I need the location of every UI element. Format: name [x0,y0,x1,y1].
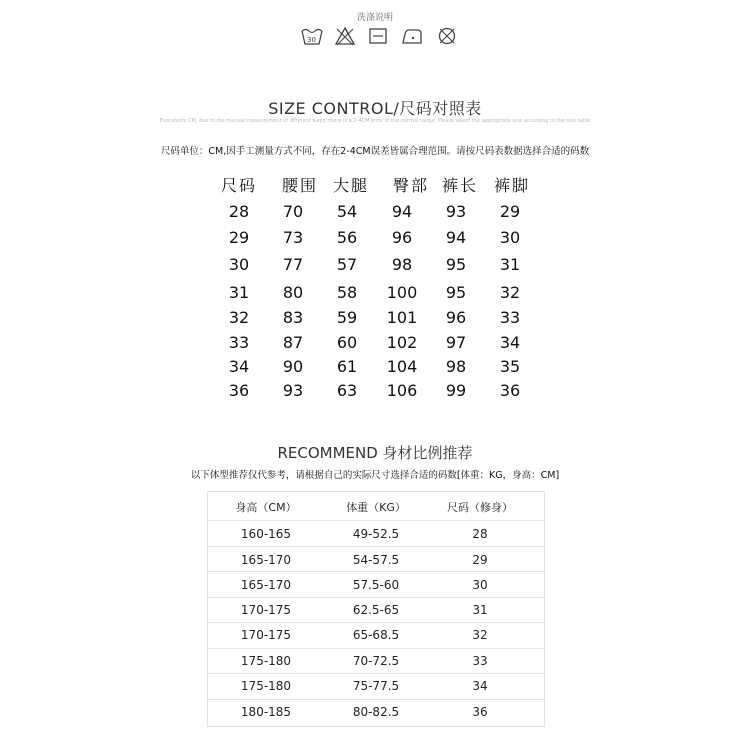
size-cell: 61 [336,357,358,376]
recommend-cell: 160-165 [240,527,292,541]
size-cell: 93 [282,381,304,400]
size-cell: 58 [336,283,358,302]
size-cell: 32 [499,283,521,302]
recommend-cell: 34 [472,679,488,693]
recommend-cell: 28 [472,527,488,541]
size-cell: 63 [336,381,358,400]
recommend-cell: 32 [472,628,488,642]
recommend-cell: 180-185 [240,705,292,719]
recommend-cell: 31 [472,603,488,617]
recommend-cell: 175-180 [240,654,292,668]
size-cell: 80 [282,283,304,302]
size-cell: 33 [499,308,521,327]
recommend-cell: 170-175 [240,603,292,617]
size-cell: 36 [499,381,521,400]
size-cell: 93 [445,202,467,221]
size-cell: 60 [336,333,358,352]
size-cell: 31 [499,255,521,274]
size-cell: 56 [336,228,358,247]
size-cell: 73 [282,228,304,247]
table-divider [208,699,544,700]
recommend-cell: 80-82.5 [352,705,400,719]
recommend-cell: 36 [472,705,488,719]
size-cell: 70 [282,202,304,221]
recommend-cell: 29 [472,553,488,567]
table-divider [208,648,544,649]
recommend-cell: 175-180 [240,679,292,693]
size-cell: 30 [499,228,521,247]
size-cell: 35 [499,357,521,376]
size-unit-note: 尺码单位：CM,因手工测量方式不同，存在2-4CM误差皆属合理范围。请按尺码表数据选择合适的码数 [160,146,590,157]
size-header-length: 裤长 [441,176,478,195]
tumble-dry-icon [368,26,388,46]
wash-icon-row [301,26,461,48]
size-cell: 102 [386,333,418,352]
size-control-title: SIZE CONTROL/尺码对照表 [268,99,482,118]
table-divider [208,520,544,521]
size-cell: 34 [499,333,521,352]
no-dry-clean-icon [437,26,457,46]
size-header-thigh: 大腿 [332,176,369,195]
iron-low-icon [401,26,423,46]
table-divider [208,546,544,547]
recommend-cell: 165-170 [240,553,292,567]
size-cell: 100 [386,283,418,302]
size-cell: 77 [282,255,304,274]
recommend-cell: 165-170 [240,578,292,592]
recommend-cell: 70-72.5 [352,654,400,668]
no-bleach-icon [334,26,356,46]
table-divider [208,571,544,572]
size-control-subtitle: Everybody CM, due to the manual measurement of different ways, there is a 2-4CM error of the normal range. Please select the appropriate size according to the size table [159,118,591,124]
size-cell: 83 [282,308,304,327]
size-cell: 28 [228,202,250,221]
size-cell: 29 [499,202,521,221]
size-cell: 59 [336,308,358,327]
recommend-header: 身高（CM） [235,501,297,514]
wash-30-icon [301,26,323,46]
size-cell: 34 [228,357,250,376]
recommend-cell: 62.5-65 [352,603,400,617]
size-cell: 96 [391,228,413,247]
size-cell: 94 [391,202,413,221]
size-cell: 54 [336,202,358,221]
size-cell: 90 [282,357,304,376]
wash-temp-label: 30 [307,36,316,44]
size-cell: 33 [228,333,250,352]
size-cell: 98 [445,357,467,376]
recommend-cell: 170-175 [240,628,292,642]
wash-instructions-title: 洗涤说明 [356,13,393,23]
size-cell: 95 [445,255,467,274]
recommend-cell: 57.5-60 [352,578,400,592]
size-header-waist: 腰围 [281,176,318,195]
size-cell: 106 [386,381,418,400]
recommend-title: RECOMMEND 身材比例推荐 [277,444,473,462]
size-cell: 36 [228,381,250,400]
recommend-cell: 65-68.5 [352,628,400,642]
size-cell: 31 [228,283,250,302]
recommend-cell: 54-57.5 [352,553,400,567]
table-divider [208,622,544,623]
size-cell: 30 [228,255,250,274]
size-cell: 99 [445,381,467,400]
size-cell: 94 [445,228,467,247]
recommend-header: 尺码（修身） [447,501,513,514]
size-cell: 29 [228,228,250,247]
size-cell: 57 [336,255,358,274]
size-cell: 95 [445,283,467,302]
size-cell: 96 [445,308,467,327]
recommend-cell: 75-77.5 [352,679,400,693]
size-header-hip: 臀部 [392,176,429,195]
size-header-size: 尺码 [220,176,257,195]
size-cell: 87 [282,333,304,352]
size-cell: 97 [445,333,467,352]
size-cell: 98 [391,255,413,274]
size-cell: 101 [386,308,418,327]
recommend-header: 体重（KG） [346,501,406,514]
table-divider [208,673,544,674]
recommend-note: 以下体型推荐仅代参考，请根据自己的实际尺寸选择合适的码数[体重：KG，身高：CM] [190,470,560,481]
size-cell: 104 [386,357,418,376]
table-divider [208,597,544,598]
recommend-cell: 49-52.5 [352,527,400,541]
recommend-cell: 33 [472,654,488,668]
size-header-hem: 裤脚 [493,176,530,195]
recommend-cell: 30 [472,578,488,592]
size-cell: 32 [228,308,250,327]
